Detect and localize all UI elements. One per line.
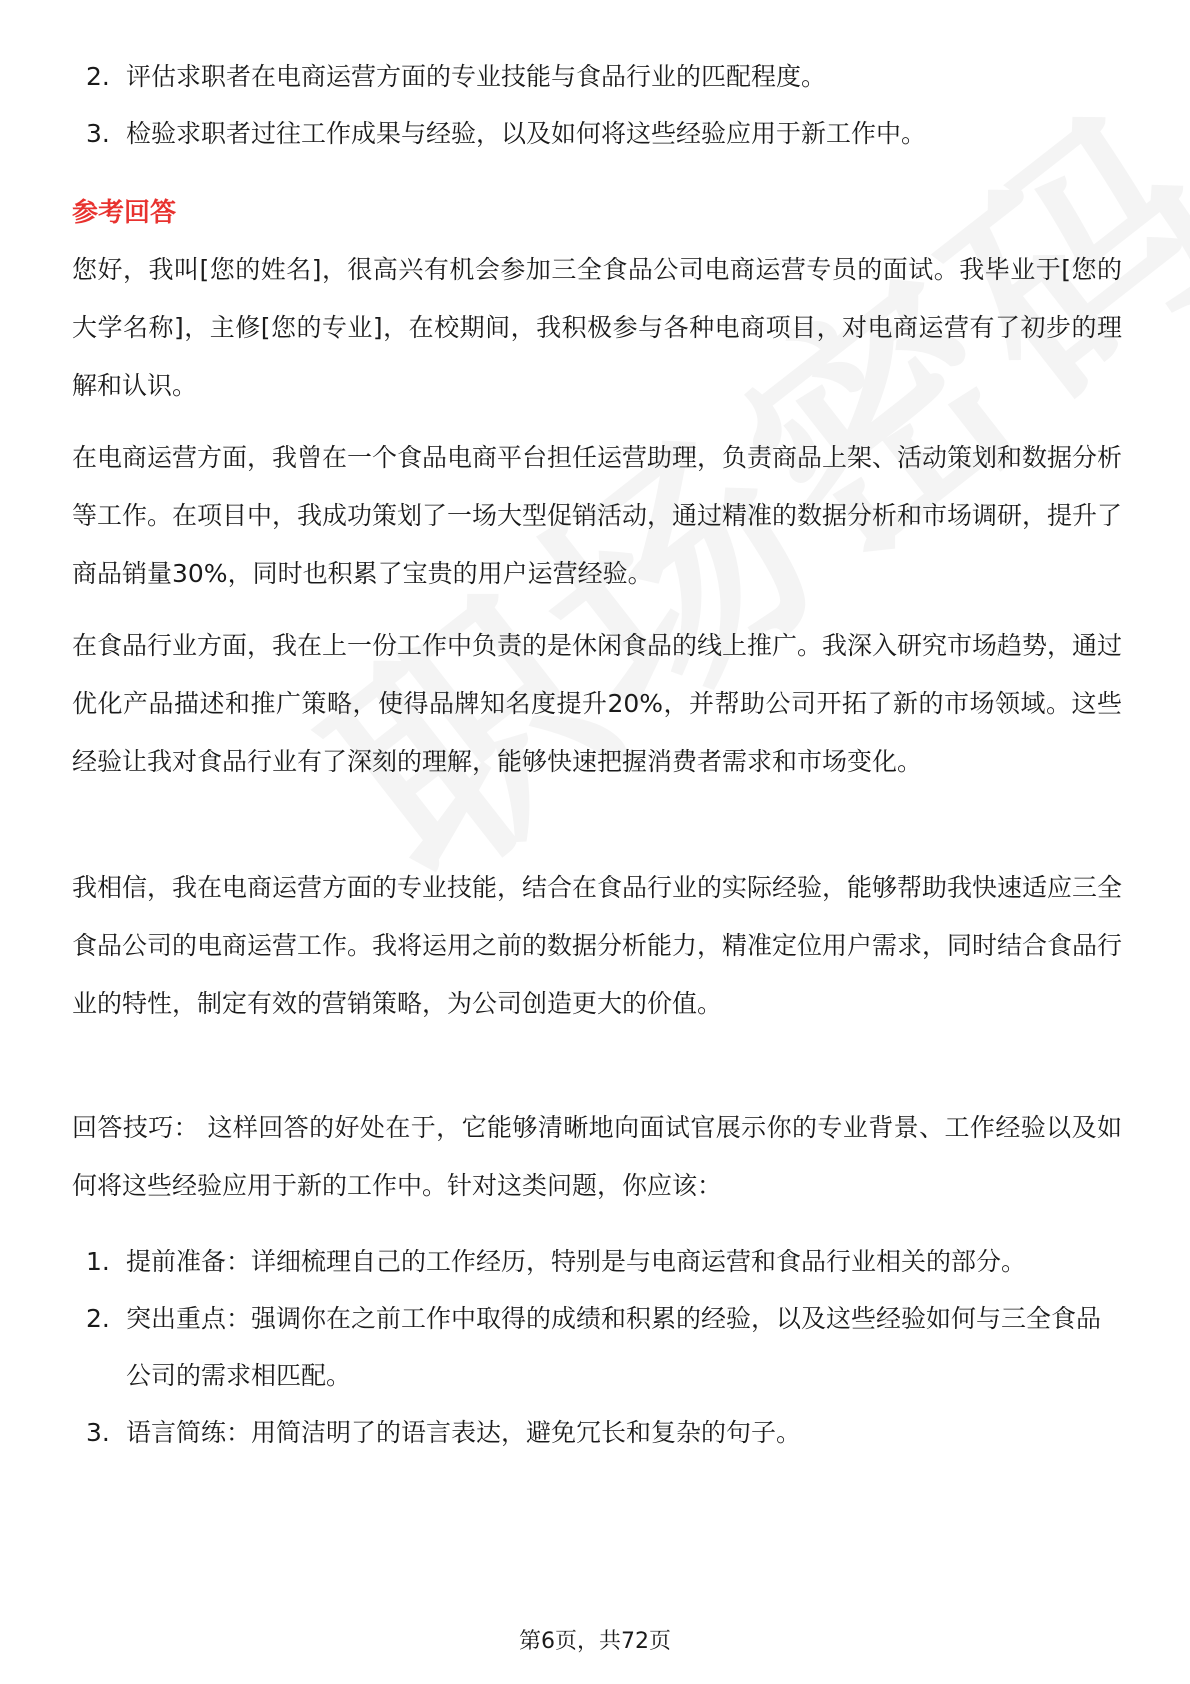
tips-list <box>78 1233 1118 1461</box>
list-item-text: 语言简练：用简洁明了的语言表达，避免冗长和复杂的句子。 <box>126 1418 802 1447</box>
list-item-number: 3. <box>86 1418 110 1447</box>
list-item-number: 2. <box>86 1304 110 1333</box>
answer-paragraph: 在电商运营方面，我曾在一个食品电商平台担任运营助理，负责商品上架、活动策划和数据分析等工作。在项目中，我成功策划了一场大型促销活动，通过精准的数据分析和市场调研，提升了商品销量30%，同时也积累了宝贵的用户运营经验。 <box>72 443 1123 588</box>
section-heading: 参考回答 <box>72 198 177 228</box>
list-item <box>78 1233 1118 1290</box>
list-item-text: 检验求职者过往工作成果与经验，以及如何将这些经验应用于新工作中。 <box>126 119 927 148</box>
list-item <box>78 48 1118 105</box>
list-item <box>78 105 1118 162</box>
answer-paragraph: 在食品行业方面，我在上一份工作中负责的是休闲食品的线上推广。我深入研究市场趋势，通过优化产品描述和推广策略，使得品牌知名度提升20%，并帮助公司开拓了新的市场领域。这些经验让我对食品行业有了深刻的理解，能够快速把握消费者需求和市场变化。 <box>72 631 1123 776</box>
page-number-footer: 第6页，共72页 <box>519 1629 671 1654</box>
list-item <box>78 1404 1118 1461</box>
list-item-text: 评估求职者在电商运营方面的专业技能与食品行业的匹配程度。 <box>126 62 827 91</box>
list-item-number: 2. <box>86 62 110 91</box>
list-item-text: 提前准备：详细梳理自己的工作经历，特别是与电商运营和食品行业相关的部分。 <box>126 1247 1027 1276</box>
answer-paragraph: 我相信，我在电商运营方面的专业技能，结合在食品行业的实际经验，能够帮助我快速适应三全食品公司的电商运营工作。我将运用之前的数据分析能力，精准定位用户需求，同时结合食品行业的特性，制定有效的营销策略，为公司创造更大的价值。 <box>72 873 1123 1018</box>
evaluation-list <box>78 48 1118 162</box>
list-item-number: 1. <box>86 1247 110 1276</box>
answer-tips-paragraph: 回答技巧： 这样回答的好处在于，它能够清晰地向面试官展示你的专业背景、工作经验以及如何将这些经验应用于新的工作中。针对这类问题，你应该： <box>72 1113 1122 1200</box>
answer-paragraph: 您好，我叫[您的姓名]，很高兴有机会参加三全食品公司电商运营专员的面试。我毕业于[您的大学名称]，主修[您的专业]，在校期间，我积极参与各种电商项目，对电商运营有了初步的理解和认识。 <box>72 255 1122 400</box>
list-item-number: 3. <box>86 119 110 148</box>
list-item <box>78 1290 1118 1404</box>
list-item-text: 突出重点：强调你在之前工作中取得的成绩和积累的经验，以及这些经验如何与三全食品公司的需求相匹配。 <box>126 1304 1102 1390</box>
